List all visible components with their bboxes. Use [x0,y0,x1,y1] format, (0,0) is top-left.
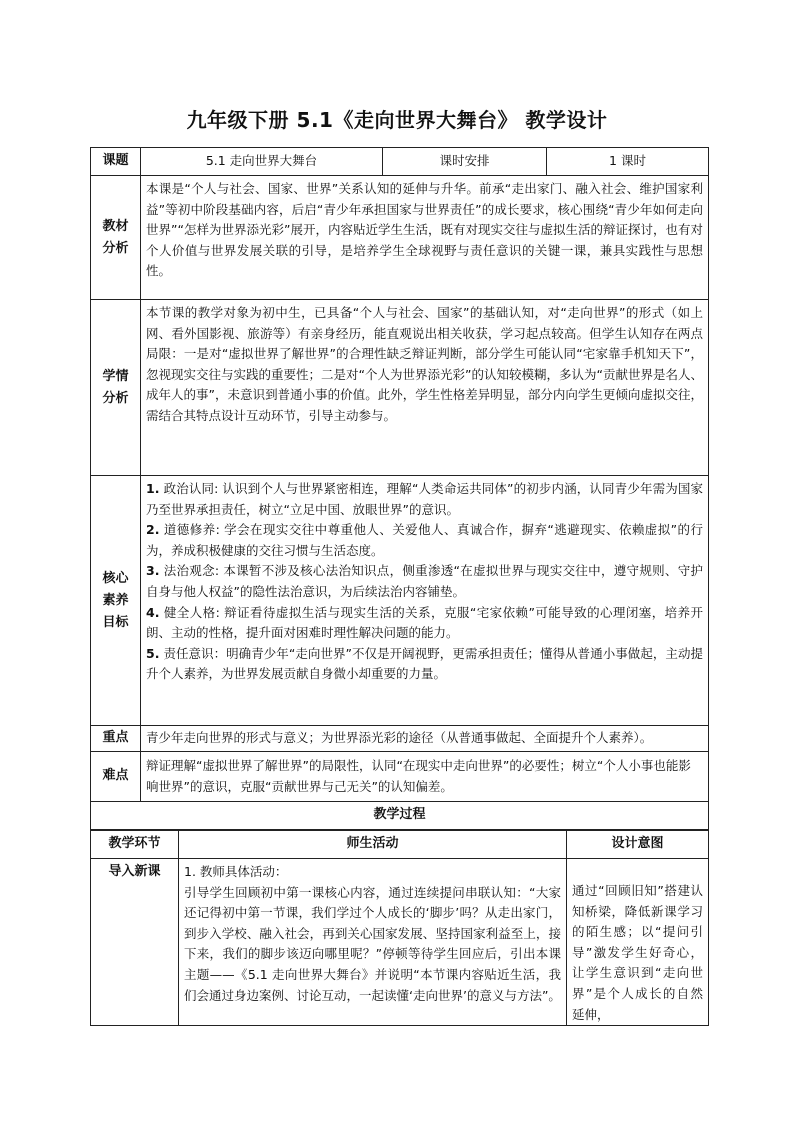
students-row [91,300,709,476]
students-label [91,300,141,476]
goal-text: 健全人格: 辩证看待虚拟生活与现实生活的关系，克服“宅家依赖”可能导致的心理闭塞，培养开朗、主动的性格，提升面对困难时理性解决问题的能力。 [146,604,703,641]
goal-text: 道德修养: 学会在现实交往中尊重他人、关爱他人、真诚合作，摒弃“逃避现实、依赖虚拟”的行为，养成积极健康的交往习惯与生活态度。 [146,522,703,558]
students-analysis-cell [141,300,709,476]
goal-text: 法治观念: 本课暂不涉及核心法治知识点，侧重渗透“在虚拟世界与现实交往中，遵守规则、守护自身与他人权益”的隐性法治意识，为后续法治内容铺垫。 [146,563,703,599]
goal-number: 4. [146,604,160,620]
activity-title: 1. 教师具体活动： [184,864,288,879]
literacy-goal-item [146,603,703,644]
difficulty-label: 难点 [91,752,141,802]
literacy-row [91,476,709,726]
process-row [91,859,709,1026]
topic-value: 5.1 走向世界大舞台 [141,148,383,176]
intent-cell [567,859,709,1026]
literacy-label-line1: 核心 [102,570,129,586]
goal-number: 2. [146,522,160,538]
literacy-goals-cell [141,476,709,726]
key-point-row [91,726,709,752]
goal-number: 5. [146,645,160,661]
students-analysis-text: 本节课的教学对象为初中生，已具备“个人与社会、国家”的基础认知，对“走向世界”的形式（如上网、看外国影视、旅游等）有亲身经历，能直观说出相关收获，学习起点较高。但学生认知存在两点局限：一是对“虚拟世界了解世界”的合理性缺乏辩证判断，部分学生可能认同“宅家靠手机知天下”，忽视现实交往与实践的重要性；二是对“个人为世界添光彩”的认知较模糊，多认为“贡献世界是名人、成年人的事”，未意识到普通小事的价值。此外，学生性格差异明显，部分内向学生更倾向虚拟交往，需结合其特点设计互动环节，引导主动参与。 [146,305,703,423]
literacy-goal-item [146,479,703,520]
key-point-label: 重点 [91,726,141,752]
goal-number: 3. [146,563,160,579]
period-value: 1 课时 [547,148,709,176]
material-analysis-cell [141,176,709,300]
students-label-line1: 学情 [102,368,129,384]
literacy-goal-item [146,561,703,602]
goal-number: 1. [146,481,160,496]
literacy-label-line3: 目标 [102,614,129,630]
col-stage-header: 教学环节 [91,831,179,859]
topic-row [91,148,709,176]
goal-text: 政治认同: 认识到个人与世界紧密相连，理解“人类命运共同体”的初步内涵，认同青少年需为国家乃至世界承担责任，树立“立足中国、放眼世界”的意识。 [146,481,703,517]
goal-text: 责任意识：明确青少年“走向世界”不仅是开阔视野，更需承担责任；懂得从普通小事做起，主动提升个人素养，为世界发展贡献自身微小却重要的力量。 [146,645,703,682]
activity-cell [179,859,567,1026]
literacy-goal-item [146,644,703,685]
material-row [91,176,709,300]
activity-text: 引导学生回顾初中第一课核心内容，通过连续提问串联认知：“大家还记得初中第一节课，我们学过个人成长的‘脚步’吗？从走出家门，到步入学校、融入社会，再到关心国家发展、坚持国家利益至上，接下来，我们的脚步该迈向哪里呢？”停顿等待学生回应后，引出本课主题——《5.1 走向世界大舞台》并说明“本节课内容贴近生活，我们会通过身边案例、讨论互动，一起读懂‘走向世界’的意义与方法”。 [184,884,561,1003]
students-label-line2: 分析 [102,390,129,406]
difficulty-row [91,752,709,802]
process-heading: 教学过程 [91,802,709,830]
material-analysis-text: 本课是“个人与社会、国家、世界”关系认知的延伸与升华。前承“走出家门、融入社会、维护国家利益”等初中阶段基础内容，后启“青少年承担国家与世界责任”的成长要求，核心围绕“青少年如何走向世界”“怎样为世界添光彩”展开，内容贴近学生生活，既有对现实交往与虚拟生活的辩证探讨，也有对个人价值与世界发展关联的引导，是培养学生全球视野与责任意识的关键一课，兼具实践性与思想性。 [146,181,703,279]
process-header-row [91,831,709,859]
col-intent-header: 设计意图 [567,831,709,859]
topic-label: 课题 [91,148,141,176]
col-activity-header: 师生活动 [179,831,567,859]
intent-text: 通过“回顾旧知”搭建认知桥梁，降低新课学习的陌生感；以“提问引导”激发学生好奇心，让学生意识到“走向世界”是个人成长的自然延伸， [572,883,703,1022]
literacy-label [91,476,141,726]
period-label: 课时安排 [383,148,547,176]
difficulty-text: 辩证理解“虚拟世界了解世界”的局限性，认同“在现实中走向世界”的必要性；树立“个人小事也能影响世界”的意识，克服“贡献世界与己无关”的认知偏差。 [141,752,709,802]
key-point-text: 青少年走向世界的形式与意义；为世界添光彩的途径（从普通事做起、全面提升个人素养）。 [141,726,709,752]
process-table [90,830,709,1026]
material-label-line2: 分析 [102,240,129,256]
stage-cell: 导入新课 [91,859,179,1026]
literacy-goal-item [146,520,703,561]
lesson-info-table [90,147,709,830]
material-label [91,176,141,300]
material-label-line1: 教材 [102,218,129,234]
literacy-label-line2: 素养 [102,592,129,608]
process-heading-row [91,802,709,830]
document-title: 九年级下册 5.1《走向世界大舞台》 教学设计 [186,108,608,132]
